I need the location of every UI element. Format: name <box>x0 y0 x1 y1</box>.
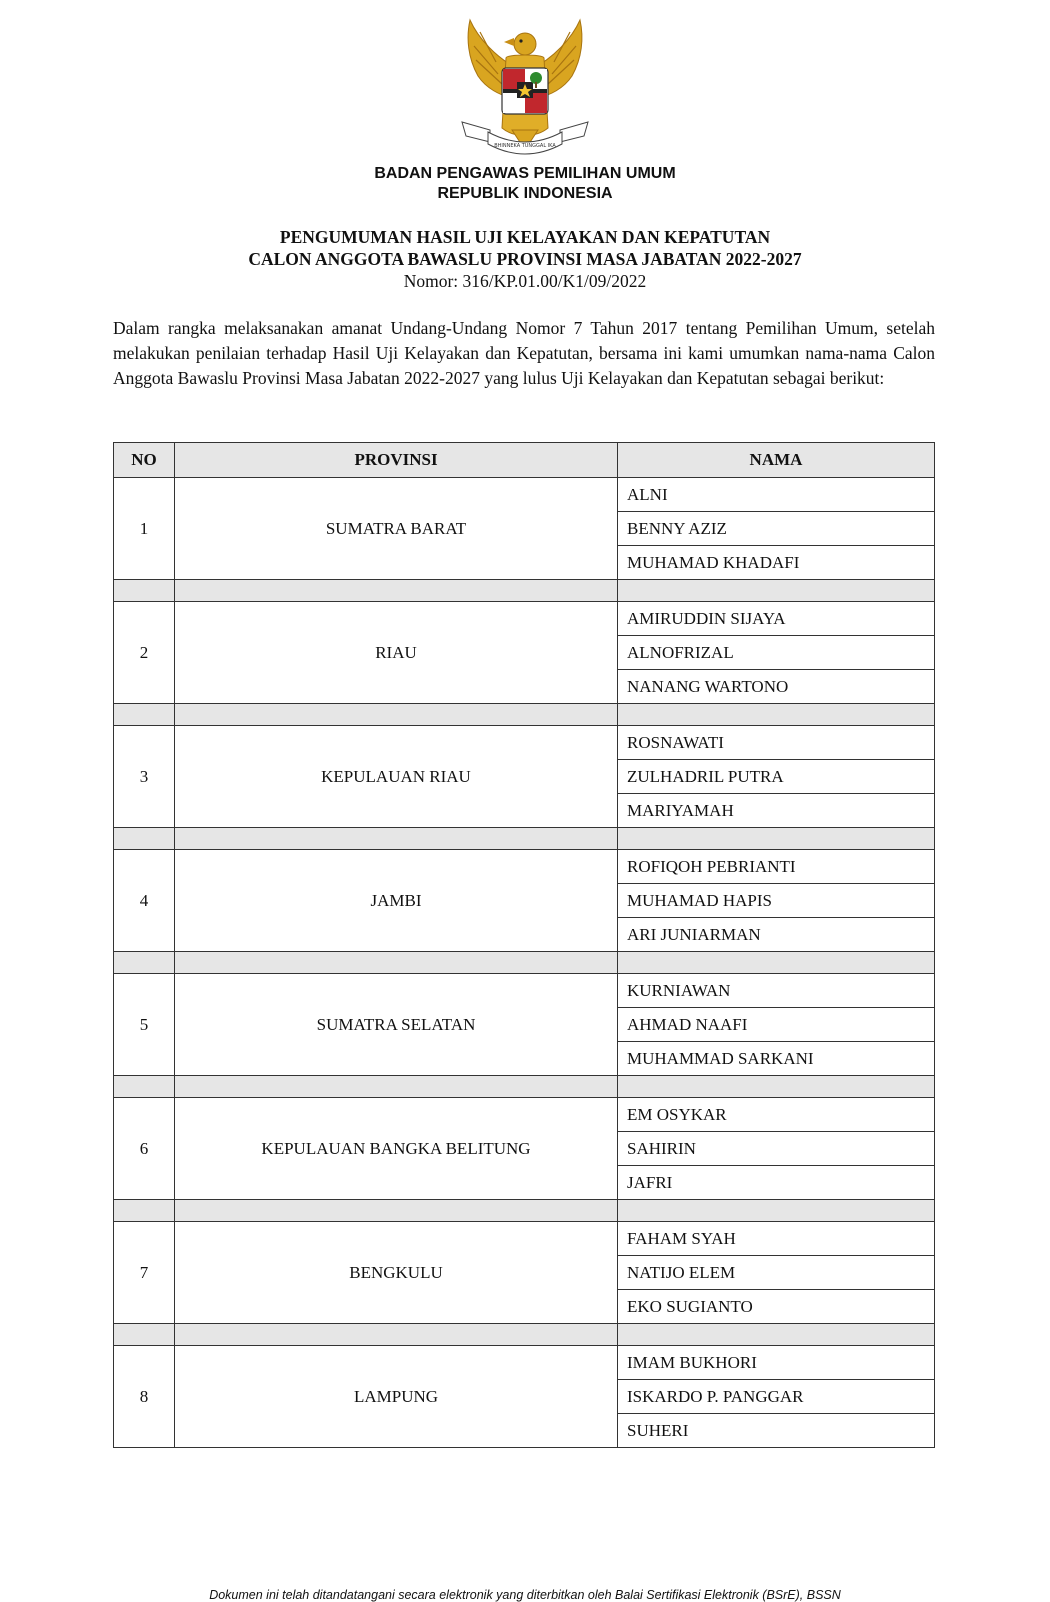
separator-row <box>114 1076 935 1098</box>
header-province: PROVINSI <box>175 443 618 478</box>
table-row <box>114 974 935 1008</box>
candidate-name-cell: JAFRI <box>618 1166 935 1200</box>
table-row <box>114 726 935 760</box>
candidate-name-cell: MUHAMMAD SARKANI <box>618 1042 935 1076</box>
separator-row <box>114 952 935 974</box>
intro-paragraph: Dalam rangka melaksanakan amanat Undang-Undang Nomor 7 Tahun 2017 tentang Pemilihan Umum, setelah melakukan penilaian terhadap Hasil Uji Kelayakan dan Kepatutan, bersama ini kami umumkan nama-nama Calon Anggota Bawaslu Provinsi Masa Jabatan 2022-2027 yang lulus Uji Kelayakan dan Kepatutan sebagai berikut: <box>113 318 935 388</box>
separator-cell <box>114 704 175 726</box>
candidate-name-cell: SUHERI <box>618 1414 935 1448</box>
separator-cell <box>618 952 935 974</box>
separator-row <box>114 704 935 726</box>
province-cell: RIAU <box>175 602 618 704</box>
separator-row <box>114 580 935 602</box>
candidate-name-cell: ROSNAWATI <box>618 726 935 760</box>
separator-cell <box>618 580 935 602</box>
garuda-pancasila-emblem <box>456 18 594 158</box>
candidate-name-cell: ALNOFRIZAL <box>618 636 935 670</box>
separator-cell <box>114 1076 175 1098</box>
row-number: 6 <box>114 1098 175 1200</box>
candidate-name-cell: KURNIAWAN <box>618 974 935 1008</box>
candidate-name-cell: AMIRUDDIN SIJAYA <box>618 602 935 636</box>
separator-cell <box>618 1076 935 1098</box>
organization-header <box>0 164 1050 204</box>
separator-cell <box>175 704 618 726</box>
province-cell: KEPULAUAN BANGKA BELITUNG <box>175 1098 618 1200</box>
separator-cell <box>618 828 935 850</box>
separator-cell <box>114 1324 175 1346</box>
separator-cell <box>114 952 175 974</box>
candidate-name-cell: EKO SUGIANTO <box>618 1290 935 1324</box>
province-cell: SUMATRA BARAT <box>175 478 618 580</box>
table-row <box>114 850 935 884</box>
candidate-name-cell: MUHAMAD HAPIS <box>618 884 935 918</box>
announcement-title <box>0 226 1050 292</box>
candidate-name-cell: ZULHADRIL PUTRA <box>618 760 935 794</box>
candidate-name-cell: BENNY AZIZ <box>618 512 935 546</box>
table-row <box>114 478 935 512</box>
separator-cell <box>618 1324 935 1346</box>
candidate-name-cell: AHMAD NAAFI <box>618 1008 935 1042</box>
separator-cell <box>175 828 618 850</box>
province-cell: JAMBI <box>175 850 618 952</box>
row-number: 8 <box>114 1346 175 1448</box>
candidate-name-cell: MUHAMAD KHADAFI <box>618 546 935 580</box>
table-row <box>114 1346 935 1380</box>
row-number: 2 <box>114 602 175 704</box>
separator-row <box>114 828 935 850</box>
province-cell: BENGKULU <box>175 1222 618 1324</box>
province-cell: KEPULAUAN RIAU <box>175 726 618 828</box>
separator-cell <box>175 1324 618 1346</box>
province-cell: LAMPUNG <box>175 1346 618 1448</box>
table-row <box>114 1222 935 1256</box>
title-line2: CALON ANGGOTA BAWASLU PROVINSI MASA JABATAN 2022-2027 <box>248 249 802 269</box>
separator-cell <box>175 952 618 974</box>
separator-cell <box>114 1200 175 1222</box>
electronic-signature-footer: Dokumen ini telah ditandatangani secara elektronik yang diterbitkan oleh Balai Sertifikasi Elektronik (BSrE), BSSN <box>209 1588 841 1602</box>
document-number: Nomor: 316/KP.01.00/K1/09/2022 <box>403 271 647 291</box>
table-row <box>114 1098 935 1132</box>
candidate-name-cell: ISKARDO P. PANGGAR <box>618 1380 935 1414</box>
row-number: 4 <box>114 850 175 952</box>
separator-row <box>114 1324 935 1346</box>
candidate-name-cell: SAHIRIN <box>618 1132 935 1166</box>
candidate-name-cell: IMAM BUKHORI <box>618 1346 935 1380</box>
table-header-row <box>114 443 935 478</box>
separator-cell <box>618 704 935 726</box>
row-number: 3 <box>114 726 175 828</box>
separator-cell <box>618 1200 935 1222</box>
candidate-name-cell: FAHAM SYAH <box>618 1222 935 1256</box>
separator-cell <box>175 1076 618 1098</box>
header-name: NAMA <box>618 443 935 478</box>
separator-cell <box>114 580 175 602</box>
row-number: 7 <box>114 1222 175 1324</box>
separator-cell <box>175 1200 618 1222</box>
candidate-name-cell: EM OSYKAR <box>618 1098 935 1132</box>
separator-cell <box>175 580 618 602</box>
org-name-line2: REPUBLIK INDONESIA <box>437 185 613 202</box>
org-name-line1: BADAN PENGAWAS PEMILIHAN UMUM <box>374 165 676 182</box>
candidates-table <box>113 442 935 1448</box>
header-no: NO <box>114 443 175 478</box>
separator-cell <box>114 828 175 850</box>
row-number: 5 <box>114 974 175 1076</box>
candidate-name-cell: MARIYAMAH <box>618 794 935 828</box>
candidate-name-cell: ROFIQOH PEBRIANTI <box>618 850 935 884</box>
candidate-name-cell: NANANG WARTONO <box>618 670 935 704</box>
svg-text:BHINNEKA TUNGGAL IKA: BHINNEKA TUNGGAL IKA <box>494 143 556 149</box>
candidate-name-cell: ALNI <box>618 478 935 512</box>
province-cell: SUMATRA SELATAN <box>175 974 618 1076</box>
separator-row <box>114 1200 935 1222</box>
candidate-name-cell: NATIJO ELEM <box>618 1256 935 1290</box>
row-number: 1 <box>114 478 175 580</box>
title-line1: PENGUMUMAN HASIL UJI KELAYAKAN DAN KEPATUTAN <box>279 227 771 247</box>
candidate-name-cell: ARI JUNIARMAN <box>618 918 935 952</box>
table-row <box>114 602 935 636</box>
